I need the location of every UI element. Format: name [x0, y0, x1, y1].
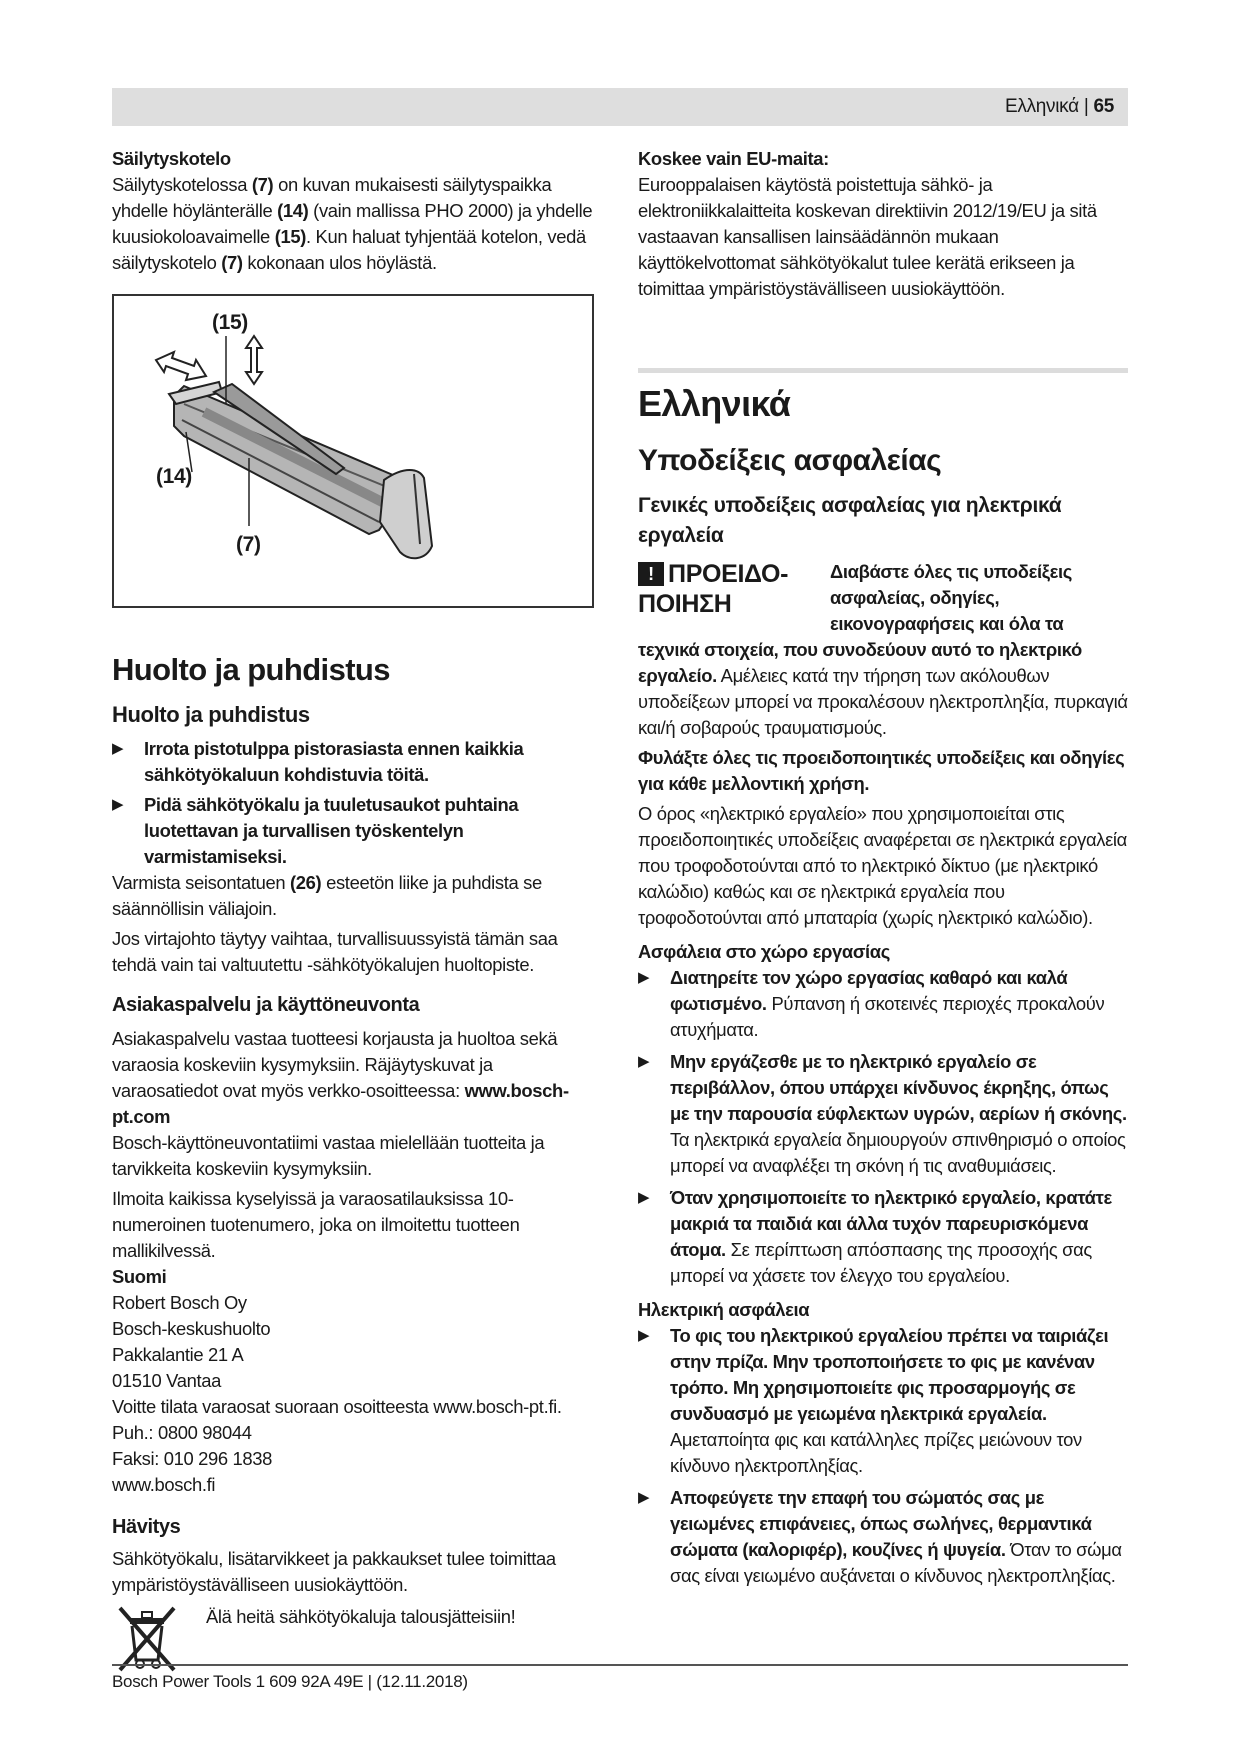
maintenance-bullet-1: ▶ Irrota pistotulppa pistorasiasta ennen kaikkia sähkötyökaluun kohdistuvia töitä.: [112, 738, 524, 785]
address-line: Pakkalantie 21 A: [112, 1344, 244, 1365]
eu-title: Koskee vain EU-maita:: [638, 148, 829, 169]
bullet-icon: ▶: [638, 969, 650, 986]
address-line: Robert Bosch Oy: [112, 1292, 247, 1313]
service-para-3: Ilmoita kaikissa kyselyissä ja varaosatilauksissa 10-numeroinen tuotenumero, joka on ilmoitettu tuotteen mallikilvessä.: [112, 1188, 520, 1261]
warning-icon: !: [638, 562, 664, 586]
disposal-heading: Hävitys: [112, 1516, 181, 1538]
disposal-note: Älä heitä sähkötyökaluja talousjätteisiin!: [206, 1606, 516, 1627]
service-para-1: Asiakaspalvelu vastaa tuotteesi korjausta ja huoltoa sekä varaosia koskeviin kysymyksiin. Räjäytyskuvat ja varaosatiedot ovat myös verkko-osoitteessa: www.bosch-pt.com: [112, 1028, 569, 1127]
storage-title: Säilytyskotelo: [112, 148, 231, 169]
maintenance-bullet-2: ▶ Pidä sähkötyökalu ja tuuletusaukot puhtaina luotettavan ja turvallisen työskentelyn varmistamiseksi.: [112, 794, 519, 867]
maintenance-para-2: Jos virtajohto täytyy vaihtaa, turvallisuussyistä tämän saa tehdä vain tai valtuutettu -sähkötyökalujen huoltopiste.: [112, 928, 558, 975]
electrical-bullet-2: ▶ Αποφεύγετε την επαφή του σώματός σας με γειωμένες επιφάνειες, όπως σωλήνες, θερμαντικά σώματα (καλοριφέρ), κουζίνες ή ψυγεία. Όταν το σώμα σας είναι γειωμένο αυξάνεται ο κίνδυνος ηλεκτροπληξίας.: [638, 1487, 1122, 1586]
work-area-bullet-1: ▶ Διατηρείτε τον χώρο εργασίας καθαρό και καλά φωτισμένο. Ρύπανση ή σκοτεινές περιοχές προκαλούν ατυχήματα.: [638, 967, 1105, 1040]
work-area-bullet-2: ▶ Μην εργάζεσθε με το ηλεκτρικό εργαλείο σε περιβάλλον, όπου υπάρχει κίνδυνος έκρηξης, όπως με την παρουσία εύφλεκτων υγρών, αερίων ή σκόνης. Τα ηλεκτρικά εργαλεία δημιουργούν σπινθηρισμό ο οποίος μπορεί να αναφλέξει τη σκόνη ή τις αναθυμιάσεις.: [638, 1051, 1127, 1176]
disposal-note-row: [112, 1604, 602, 1672]
address-line: Voitte tilata varaosat suoraan osoitteesta www.bosch-pt.fi.: [112, 1396, 562, 1417]
figure-label-15: (15): [212, 311, 248, 334]
address-line: 01510 Vantaa: [112, 1370, 221, 1391]
maintenance-subheading: Huolto ja puhdistus: [112, 702, 310, 727]
bosch-url-link[interactable]: www.bosch-pt.com: [112, 1080, 569, 1127]
figure-label-14: (14): [156, 465, 192, 488]
warning-block: [638, 559, 1128, 637]
service-heading: Asiakaspalvelu ja käyttöneuvonta: [112, 994, 420, 1016]
storage-case-drawing: [114, 296, 592, 606]
page-header: [112, 88, 1128, 126]
header-separator: |: [1083, 96, 1089, 117]
address-line: Faksi: 010 296 1838: [112, 1448, 273, 1469]
work-area-title: Ασφάλεια στο χώρο εργασίας: [638, 941, 890, 962]
left-column: [112, 146, 602, 1672]
crossed-bin-icon: [116, 1604, 178, 1672]
footer-divider: [112, 1664, 1128, 1666]
keep-instructions: Φυλάξτε όλες τις προειδοποιητικές υποδείξεις και οδηγίες για κάθε μελλοντική χρήση.: [638, 747, 1125, 794]
service-para-2: Bosch-käyttöneuvontatiimi vastaa mielellään tuotteita ja tarvikkeita koskeviin kysymyksiin.: [112, 1132, 545, 1179]
bullet-icon: ▶: [112, 796, 124, 813]
greek-safety-heading: Υποδείξεις ασφαλείας: [638, 444, 942, 477]
footer-text: Bosch Power Tools 1 609 92A 49E | (12.11.2018): [112, 1672, 468, 1691]
bullet-icon: ▶: [638, 1327, 650, 1344]
storage-text: Säilytyskotelossa (7) on kuvan mukaisesti säilytyspaikka yhdelle höylänterälle (14) (vain mallissa PHO 2000) ja yhdelle kuusiokoloavaimelle (15). Kun haluat tyhjentää kotelon, vedä säilytyskotelo (7) kokonaan ulos höylästä.: [112, 174, 593, 273]
address-line: Bosch-keskushuolto: [112, 1318, 271, 1339]
bullet-icon: ▶: [638, 1189, 650, 1206]
disposal-para: Sähkötyökalu, lisätarvikkeet ja pakkaukset tulee toimittaa ympäristöystävälliseen uusiokäyttöön.: [112, 1548, 556, 1595]
greek-general-heading: Γενικές υποδείξεις ασφαλείας για ηλεκτρικά εργαλεία: [638, 494, 1062, 547]
page-number: 65: [1093, 96, 1114, 117]
bullet-icon: ▶: [638, 1053, 650, 1070]
slide-arrow-icon: [156, 352, 206, 380]
electrical-bullet-1: ▶ Το φις του ηλεκτρικού εργαλείου πρέπει να ταιριάζει στην πρίζα. Μην τροποποιήσετε το φις με κανέναν τρόπο. Μη χρησιμοποιείτε φις προσαρμογής σε συνδυασμό με γειωμένα ηλεκτρικά εργαλεία. Αμεταποίητα φις και κατάλληλες πρίζες μειώνουν τον κίνδυνο ηλεκτροπληξίας.: [638, 1325, 1109, 1476]
eu-text: Eurooppalaisen käytöstä poistettuja sähkö- ja elektroniikkalaitteita koskevan direktiivin 2012/19/EU ja sitä vastaavan kansallisen lainsäädännön mukaan käyttökelvottomat sähkötyökalut tulee kerätä erikseen ja toimittaa ympäristöystävälliseen uusiokäyttöön.: [638, 174, 1097, 299]
maintenance-heading: Huolto ja puhdistus: [112, 652, 390, 687]
tray-handle: [380, 470, 432, 558]
figure-label-7: (7): [236, 533, 261, 556]
bullet-icon: ▶: [638, 1489, 650, 1506]
service-country: Suomi: [112, 1266, 167, 1287]
address-line: www.bosch.fi: [112, 1474, 216, 1495]
greek-heading: Ελληνικά: [638, 383, 791, 424]
right-column: [638, 146, 1128, 1589]
term-definition: Ο όρος «ηλεκτρικό εργαλείο» που χρησιμοποιείται στις προειδοποιητικές υποδείξεις αναφέρεται σε ηλεκτρικά εργαλεία που τροφοδοτούνται από το ηλεκτρικό δίκτυο (με ηλεκτρικό καλώδιο) καθώς και σε ηλεκτρικά εργαλεία που τροφοδοτούνται από μπαταρία (χωρίς ηλεκτρικό καλώδιο).: [638, 803, 1127, 928]
work-area-bullet-3: ▶ Όταν χρησιμοποιείτε το ηλεκτρικό εργαλείο, κρατάτε μακριά τα παιδιά και άλλα τυχόν παρευρισκόμενα άτομα. Σε περίπτωση απόσπασης της προσοχής σας μπορεί να χάσετε τον έλεγχο του εργαλείου.: [638, 1187, 1112, 1286]
bullet-icon: ▶: [112, 740, 124, 757]
maintenance-para-1: Varmista seisontatuen (26) esteetön liike ja puhdista se säännöllisin väliajoin.: [112, 872, 542, 919]
electrical-title: Ηλεκτρική ασφάλεια: [638, 1299, 810, 1320]
lift-arrow-icon: [246, 336, 262, 384]
address-line: Puh.: 0800 98044: [112, 1422, 252, 1443]
warning-title: ! ΠΡΟΕΙΔΟ-ΠΟΙΗΣΗ: [638, 560, 789, 618]
storage-case-figure: [112, 294, 594, 608]
warning-text: τεχνικά στοιχεία, που συνοδεύουν αυτό το ηλεκτρικό εργαλείο. Αμέλειες κατά την τήρηση των ακόλουθων υποδείξεων μπορεί να προκαλέσουν ηλεκτροπληξία, πυρκαγιά και/ή σοβαρούς τραυματισμούς.: [638, 639, 1128, 738]
header-language: Ελληνικά: [1005, 96, 1079, 117]
header-text: [1005, 96, 1114, 118]
warning-side-text: Διαβάστε όλες τις υποδείξεις ασφαλείας, οδηγίες, εικονογραφήσεις και όλα τα: [830, 561, 1072, 634]
